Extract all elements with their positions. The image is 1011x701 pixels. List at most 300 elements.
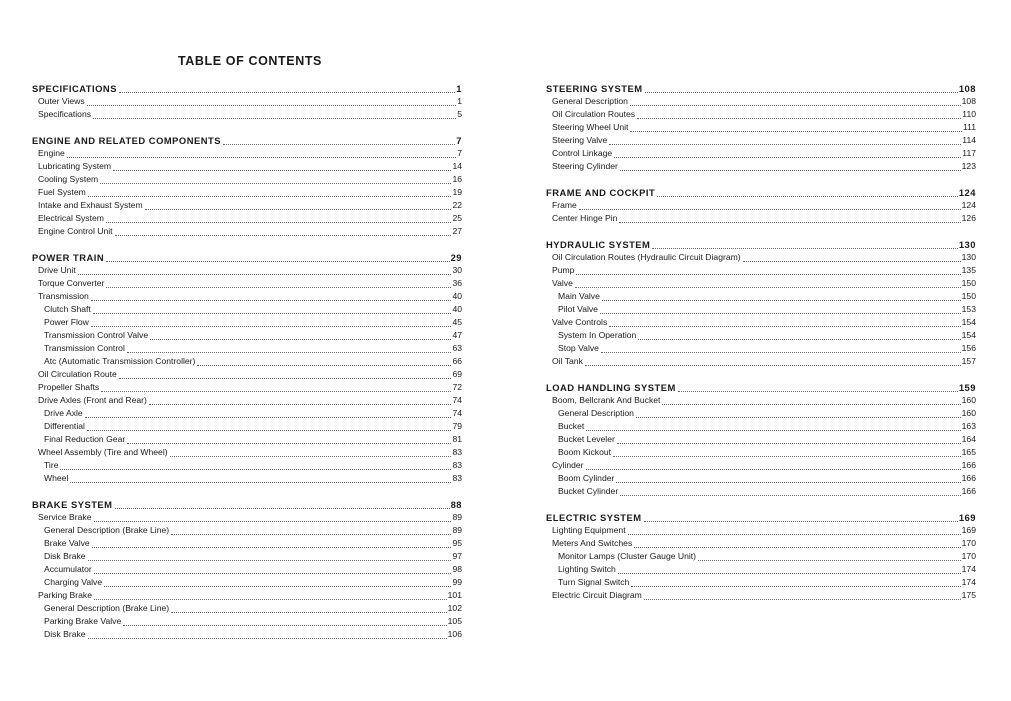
- dot-leader: [170, 456, 452, 457]
- dot-leader: [145, 209, 452, 210]
- dot-leader: [579, 209, 961, 210]
- dot-leader: [78, 274, 452, 275]
- toc-entry-label: STEERING SYSTEM: [546, 83, 643, 94]
- toc-page-number: 124: [961, 200, 976, 210]
- toc-entry-label: Parking Brake: [38, 590, 92, 600]
- section-spacer: [32, 121, 462, 134]
- toc-entry-label: Atc (Automatic Transmission Controller): [44, 356, 196, 366]
- toc-page-number: 81: [452, 434, 462, 444]
- dot-leader: [601, 352, 961, 353]
- dot-leader: [150, 339, 451, 340]
- dot-leader: [88, 560, 452, 561]
- toc-page-number: 165: [961, 447, 976, 457]
- toc-page-number: 29: [450, 252, 462, 263]
- toc-entry-label: Wheel: [44, 473, 69, 483]
- dot-leader: [106, 261, 449, 262]
- toc-page-number: 101: [447, 590, 462, 600]
- toc-page-number: 69: [452, 369, 462, 379]
- dot-leader: [645, 92, 958, 93]
- toc-entry[interactable]: [32, 277, 462, 290]
- toc-page-number: 66: [452, 356, 462, 366]
- toc-entry-label: Transmission Control Valve: [44, 330, 149, 340]
- toc-entry[interactable]: [32, 355, 462, 368]
- toc-entry-label: Oil Tank: [552, 356, 583, 366]
- dot-leader: [657, 196, 958, 197]
- toc-page-number: 25: [452, 213, 462, 223]
- toc-entry-label: Stop Valve: [558, 343, 599, 353]
- toc-entry-label: Meters And Switches: [552, 538, 633, 548]
- dot-leader: [85, 417, 452, 418]
- toc-entry[interactable]: [32, 160, 462, 173]
- toc-entry[interactable]: [32, 212, 462, 225]
- toc-entry-label: Oil Circulation Routes (Hydraulic Circuit Diagram): [552, 252, 741, 262]
- toc-entry-label: Tire: [44, 460, 59, 470]
- dot-leader: [91, 300, 452, 301]
- section-spacer: [546, 498, 976, 511]
- toc-page-number: 157: [961, 356, 976, 366]
- toc-entry[interactable]: [546, 212, 976, 225]
- toc-page-number: 83: [452, 447, 462, 457]
- toc-page-number: 105: [447, 616, 462, 626]
- toc-entry[interactable]: [32, 264, 462, 277]
- toc-entry-label: System In Operation: [558, 330, 637, 340]
- toc-section-heading[interactable]: [546, 238, 976, 251]
- toc-entry-label: Turn Signal Switch: [558, 577, 630, 587]
- toc-entry[interactable]: [546, 563, 976, 576]
- toc-entry[interactable]: [32, 108, 462, 121]
- toc-entry-label: Main Valve: [558, 291, 600, 301]
- toc-entry-label: ELECTRIC SYSTEM: [546, 512, 642, 523]
- toc-section-heading[interactable]: [546, 82, 976, 95]
- toc-page-number: 169: [958, 512, 976, 523]
- toc-entry-label: Disk Brake: [44, 551, 86, 561]
- toc-entry[interactable]: [546, 446, 976, 459]
- dot-leader: [614, 157, 961, 158]
- dot-leader: [70, 482, 451, 483]
- toc-entry-label: Torque Converter: [38, 278, 105, 288]
- toc-entry[interactable]: [32, 394, 462, 407]
- dot-leader: [617, 443, 961, 444]
- dot-leader: [618, 573, 961, 574]
- toc-entry-label: Wheel Assembly (Tire and Wheel): [38, 447, 168, 457]
- toc-entry[interactable]: [32, 511, 462, 524]
- toc-entry[interactable]: [32, 550, 462, 563]
- toc-page-number: 63: [452, 343, 462, 353]
- toc-entry[interactable]: [32, 368, 462, 381]
- toc-entry[interactable]: [32, 446, 462, 459]
- dot-leader: [620, 170, 961, 171]
- toc-entry-label: BRAKE SYSTEM: [32, 499, 113, 510]
- toc-entry[interactable]: [546, 537, 976, 550]
- toc-entry[interactable]: [32, 459, 462, 472]
- toc-page-number: 7: [456, 135, 462, 146]
- toc-entry-label: Bucket Cylinder: [558, 486, 619, 496]
- toc-column-right: [546, 82, 976, 602]
- dot-leader: [123, 625, 446, 626]
- toc-page-number: 1: [456, 83, 462, 94]
- toc-entry[interactable]: [32, 199, 462, 212]
- toc-page-number: 74: [452, 408, 462, 418]
- toc-page-number: 114: [962, 135, 976, 145]
- toc-page-number: 108: [961, 96, 976, 106]
- toc-entry[interactable]: [546, 108, 976, 121]
- toc-entry-label: Lighting Switch: [558, 564, 616, 574]
- dot-leader: [634, 547, 960, 548]
- dot-leader: [106, 222, 452, 223]
- toc-entry-label: General Description (Brake Line): [44, 603, 170, 613]
- dot-leader: [586, 469, 961, 470]
- toc-page-number: 126: [961, 213, 976, 223]
- toc-entry-label: Frame: [552, 200, 577, 210]
- toc-entry[interactable]: [32, 329, 462, 342]
- dot-leader: [94, 573, 452, 574]
- toc-page-number: 74: [452, 395, 462, 405]
- toc-page-number: 163: [961, 421, 976, 431]
- toc-page-number: 99: [452, 577, 462, 587]
- toc-entry-label: Engine: [38, 148, 65, 158]
- toc-entry[interactable]: [32, 589, 462, 602]
- toc-page-number: 130: [961, 252, 976, 262]
- toc-page-number: 19: [452, 187, 462, 197]
- dot-leader: [628, 534, 961, 535]
- toc-entry[interactable]: [32, 342, 462, 355]
- toc-entry[interactable]: [546, 199, 976, 212]
- dot-leader: [698, 560, 961, 561]
- toc-entry[interactable]: [32, 628, 462, 641]
- dot-leader: [223, 144, 455, 145]
- dot-leader: [171, 534, 451, 535]
- toc-page-number: 130: [958, 239, 976, 250]
- toc-entry[interactable]: [546, 472, 976, 485]
- dot-leader: [94, 521, 452, 522]
- toc-section-heading[interactable]: [32, 82, 462, 95]
- toc-page-number: 22: [452, 200, 462, 210]
- toc-entry-label: General Description: [552, 96, 628, 106]
- toc-entry[interactable]: [32, 472, 462, 485]
- toc-page-number: 166: [961, 460, 976, 470]
- toc-page-number: 108: [958, 83, 976, 94]
- toc-page-number: 40: [452, 291, 462, 301]
- toc-entry[interactable]: [546, 277, 976, 290]
- toc-section-heading[interactable]: [546, 381, 976, 394]
- dot-leader: [638, 339, 960, 340]
- dot-leader: [93, 313, 452, 314]
- toc-entry[interactable]: [546, 485, 976, 498]
- toc-page-number: 111: [962, 122, 976, 132]
- toc-entry-label: Steering Cylinder: [552, 161, 618, 171]
- toc-entry[interactable]: [546, 576, 976, 589]
- toc-page-number: 170: [961, 551, 976, 561]
- toc-page-number: 45: [452, 317, 462, 327]
- toc-entry-label: Drive Unit: [38, 265, 76, 275]
- dot-leader: [637, 118, 961, 119]
- toc-entry-label: Specifications: [38, 109, 92, 119]
- toc-page-number: 89: [452, 525, 462, 535]
- toc-entry-label: Bucket: [558, 421, 585, 431]
- toc-entry[interactable]: [546, 524, 976, 537]
- toc-entry[interactable]: [32, 303, 462, 316]
- dot-leader: [92, 547, 452, 548]
- toc-entry[interactable]: [32, 173, 462, 186]
- dot-leader: [600, 313, 961, 314]
- dot-leader: [106, 287, 451, 288]
- dot-leader: [636, 417, 961, 418]
- toc-page-number: 27: [452, 226, 462, 236]
- dot-leader: [119, 92, 455, 93]
- dot-leader: [678, 391, 958, 392]
- toc-entry[interactable]: [32, 524, 462, 537]
- toc-entry[interactable]: [32, 433, 462, 446]
- toc-page-number: 174: [961, 564, 976, 574]
- toc-entry-label: Steering Valve: [552, 135, 608, 145]
- toc-page-number: 160: [961, 395, 976, 405]
- dot-leader: [644, 599, 961, 600]
- toc-page-number: 83: [452, 473, 462, 483]
- dot-leader: [630, 105, 961, 106]
- toc-entry-label: Propeller Shafts: [38, 382, 100, 392]
- toc-entry[interactable]: [546, 134, 976, 147]
- toc-page-number: 98: [452, 564, 462, 574]
- toc-entry[interactable]: [546, 589, 976, 602]
- toc-entry-label: Intake and Exhaust System: [38, 200, 143, 210]
- toc-page-number: 72: [452, 382, 462, 392]
- section-spacer: [546, 368, 976, 381]
- toc-entry-label: Valve: [552, 278, 573, 288]
- toc-entry-label: ENGINE AND RELATED COMPONENTS: [32, 135, 221, 146]
- toc-entry[interactable]: [546, 264, 976, 277]
- toc-page-number: 154: [961, 317, 976, 327]
- toc-entry[interactable]: [546, 316, 976, 329]
- toc-page-number: 83: [452, 460, 462, 470]
- toc-entry-label: Fuel System: [38, 187, 86, 197]
- toc-page-number: 166: [961, 473, 976, 483]
- toc-entry[interactable]: [32, 95, 462, 108]
- toc-entry-label: Valve Controls: [552, 317, 608, 327]
- dot-leader: [101, 391, 451, 392]
- toc-page-number: 150: [961, 278, 976, 288]
- toc-entry[interactable]: [32, 602, 462, 615]
- dot-leader: [585, 365, 961, 366]
- dot-leader: [113, 170, 451, 171]
- toc-entry[interactable]: [32, 186, 462, 199]
- toc-entry-label: Transmission: [38, 291, 89, 301]
- toc-entry[interactable]: [32, 563, 462, 576]
- toc-page-number: 79: [452, 421, 462, 431]
- dot-leader: [87, 105, 457, 106]
- toc-entry-label: Lighting Equipment: [552, 525, 626, 535]
- dot-leader: [613, 456, 961, 457]
- toc-entry[interactable]: [546, 147, 976, 160]
- dot-leader: [631, 586, 960, 587]
- toc-page-number: 164: [961, 434, 976, 444]
- toc-entry-label: Boom, Bellcrank And Bucket: [552, 395, 661, 405]
- toc-entry-label: Drive Axle: [44, 408, 83, 418]
- toc-page-number: 97: [452, 551, 462, 561]
- toc-entry-label: SPECIFICATIONS: [32, 83, 117, 94]
- toc-entry-label: Cooling System: [38, 174, 99, 184]
- dot-leader: [149, 404, 452, 405]
- dot-leader: [127, 352, 452, 353]
- toc-entry[interactable]: [546, 459, 976, 472]
- toc-entry[interactable]: [546, 420, 976, 433]
- toc-entry-label: Cylinder: [552, 460, 584, 470]
- toc-page-number: 16: [452, 174, 462, 184]
- toc-entry[interactable]: [32, 225, 462, 238]
- toc-page-number: 7: [457, 148, 462, 158]
- toc-entry[interactable]: [546, 407, 976, 420]
- toc-entry-label: Boom Kickout: [558, 447, 612, 457]
- dot-leader: [88, 638, 447, 639]
- toc-entry-label: Outer Views: [38, 96, 85, 106]
- dot-leader: [94, 599, 447, 600]
- toc-entry-label: Clutch Shaft: [44, 304, 91, 314]
- toc-entry-label: Differential: [44, 421, 85, 431]
- toc-page-number: 14: [452, 161, 462, 171]
- dot-leader: [609, 326, 960, 327]
- toc-entry[interactable]: [32, 290, 462, 303]
- toc-entry[interactable]: [32, 576, 462, 589]
- toc-entry-label: FRAME AND COCKPIT: [546, 187, 656, 198]
- dot-leader: [67, 157, 456, 158]
- toc-page-number: 95: [452, 538, 462, 548]
- toc-entry-label: Charging Valve: [44, 577, 103, 587]
- toc-entry[interactable]: [32, 537, 462, 550]
- toc-page-number: 89: [452, 512, 462, 522]
- toc-entry-label: Oil Circulation Route: [38, 369, 117, 379]
- dot-leader: [602, 300, 961, 301]
- toc-section-heading[interactable]: [32, 498, 462, 511]
- toc-entry[interactable]: [546, 251, 976, 264]
- toc-page-number: 156: [961, 343, 976, 353]
- toc-entry-label: Pump: [552, 265, 575, 275]
- dot-leader: [104, 586, 451, 587]
- toc-entry[interactable]: [546, 394, 976, 407]
- toc-section-heading[interactable]: [546, 511, 976, 524]
- toc-page-number: 30: [452, 265, 462, 275]
- toc-page-number: 110: [962, 109, 976, 119]
- toc-page-number: 123: [961, 161, 976, 171]
- toc-section-heading[interactable]: [546, 186, 976, 199]
- toc-entry[interactable]: [546, 303, 976, 316]
- toc-page-number: 47: [452, 330, 462, 340]
- dot-leader: [616, 482, 960, 483]
- toc-page-number: 154: [961, 330, 976, 340]
- toc-entry-label: Pilot Valve: [558, 304, 598, 314]
- toc-page-number: 160: [961, 408, 976, 418]
- toc-entry-label: Parking Brake Valve: [44, 616, 122, 626]
- toc-section-heading[interactable]: [32, 251, 462, 264]
- toc-page-number: 124: [958, 187, 976, 198]
- toc-entry-label: Bucket Leveler: [558, 434, 615, 444]
- toc-entry-label: Brake Valve: [44, 538, 90, 548]
- toc-entry-label: Power Flow: [44, 317, 89, 327]
- dot-leader: [662, 404, 960, 405]
- toc-entry-label: Steering Wheel Unit: [552, 122, 629, 132]
- toc-entry[interactable]: [546, 160, 976, 173]
- toc-entry-label: LOAD HANDLING SYSTEM: [546, 382, 676, 393]
- dot-leader: [127, 443, 451, 444]
- toc-entry-label: Transmission Control: [44, 343, 125, 353]
- toc-page-number: 169: [961, 525, 976, 535]
- dot-leader: [115, 235, 452, 236]
- dot-leader: [743, 261, 961, 262]
- toc-entry-label: General Description: [558, 408, 634, 418]
- toc-page-number: 102: [447, 603, 462, 613]
- toc-entry[interactable]: [32, 381, 462, 394]
- toc-page-number: 159: [958, 382, 976, 393]
- toc-entry-label: HYDRAULIC SYSTEM: [546, 239, 651, 250]
- toc-page-number: 150: [961, 291, 976, 301]
- toc-page-number: 36: [452, 278, 462, 288]
- toc-entry[interactable]: [546, 121, 976, 134]
- toc-section-heading[interactable]: [32, 134, 462, 147]
- dot-leader: [609, 144, 961, 145]
- toc-entry-label: Electrical System: [38, 213, 104, 223]
- dot-leader: [87, 430, 452, 431]
- toc-entry-label: Boom Cylinder: [558, 473, 615, 483]
- toc-entry-label: Lubricating System: [38, 161, 112, 171]
- toc-entry[interactable]: [546, 342, 976, 355]
- dot-leader: [171, 612, 447, 613]
- toc-entry-label: Disk Brake: [44, 629, 86, 639]
- dot-leader: [630, 131, 962, 132]
- section-spacer: [546, 225, 976, 238]
- dot-leader: [197, 365, 451, 366]
- toc-entry[interactable]: [546, 329, 976, 342]
- toc-page-number: 88: [450, 499, 462, 510]
- toc-entry[interactable]: [546, 355, 976, 368]
- toc-entry[interactable]: [32, 407, 462, 420]
- dot-leader: [91, 326, 452, 327]
- toc-entry-label: Service Brake: [38, 512, 92, 522]
- dot-leader: [619, 222, 960, 223]
- dot-leader: [644, 521, 958, 522]
- dot-leader: [576, 274, 960, 275]
- toc-column-left: [32, 82, 462, 641]
- toc-title: TABLE OF CONTENTS: [178, 54, 322, 68]
- toc-entry[interactable]: [546, 290, 976, 303]
- toc-entry[interactable]: [546, 95, 976, 108]
- toc-entry[interactable]: [546, 550, 976, 563]
- toc-entry[interactable]: [546, 433, 976, 446]
- section-spacer: [32, 238, 462, 251]
- toc-page-number: 166: [961, 486, 976, 496]
- toc-entry-label: Monitor Lamps (Cluster Gauge Unit): [558, 551, 697, 561]
- toc-page-number: 153: [961, 304, 976, 314]
- toc-page-number: 5: [457, 109, 462, 119]
- dot-leader: [620, 495, 960, 496]
- dot-leader: [586, 430, 960, 431]
- toc-entry[interactable]: [32, 147, 462, 160]
- toc-entry-label: General Description (Brake Line): [44, 525, 170, 535]
- toc-entry-label: Center Hinge Pin: [552, 213, 618, 223]
- dot-leader: [88, 196, 452, 197]
- toc-page-number: 106: [447, 629, 462, 639]
- toc-entry-label: POWER TRAIN: [32, 252, 105, 263]
- toc-entry-label: Oil Circulation Routes: [552, 109, 636, 119]
- toc-entry-label: Electric Circuit Diagram: [552, 590, 642, 600]
- toc-entry[interactable]: [32, 420, 462, 433]
- toc-page-number: 175: [961, 590, 976, 600]
- toc-page-number: 170: [961, 538, 976, 548]
- toc-entry[interactable]: [32, 615, 462, 628]
- toc-entry[interactable]: [32, 316, 462, 329]
- toc-entry-label: Accumulator: [44, 564, 92, 574]
- toc-page-number: 117: [962, 148, 976, 158]
- toc-entry-label: Engine Control Unit: [38, 226, 113, 236]
- toc-page-number: 174: [961, 577, 976, 587]
- dot-leader: [60, 469, 451, 470]
